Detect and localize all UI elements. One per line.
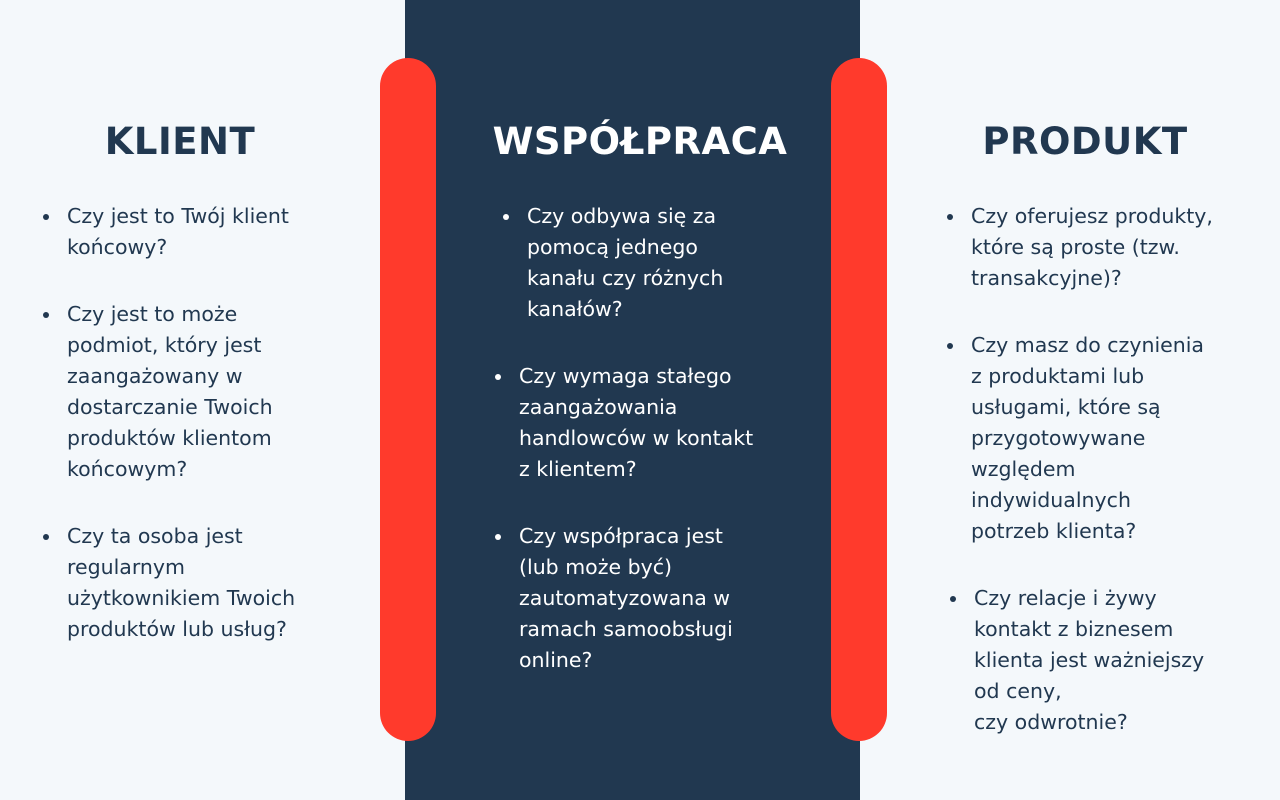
list-item: Czy masz do czynienia z produktami lub usługami, które są przygotowywane względem indywidualnych potrzeb klienta?	[947, 330, 1204, 547]
list-item: Czy relacje i żywy kontakt z biznesem klienta jest ważniejszy od ceny, czy odwrotnie?	[950, 583, 1204, 738]
list-item: Czy jest to może podmiot, który jest zaangażowany w dostarczanie Twoich produktów klientom końcowym?	[43, 299, 273, 485]
list-item: Czy odbywa się za pomocą jednego kanału czy różnych kanałów?	[503, 201, 723, 325]
column-title-produkt: PRODUKT	[982, 120, 1188, 163]
list-item: Czy wymaga stałego zaangażowania handlowców w kontakt z klientem?	[495, 361, 753, 485]
list-item: Czy oferujesz produkty, które są proste (tzw. transakcyjne)?	[947, 201, 1213, 294]
list-item: Czy współpraca jest (lub może być) zautomatyzowana w ramach samoobsługi online?	[495, 521, 733, 676]
left-red-divider	[380, 58, 436, 741]
list-item: Czy ta osoba jest regularnym użytkownikiem Twoich produktów lub usług?	[43, 521, 295, 645]
column-title-klient: KLIENT	[104, 120, 256, 163]
list-item: Czy jest to Twój klient końcowy?	[43, 201, 289, 263]
right-red-divider	[831, 58, 887, 741]
column-title-wspolpraca: WSPÓŁPRACA	[492, 120, 788, 163]
